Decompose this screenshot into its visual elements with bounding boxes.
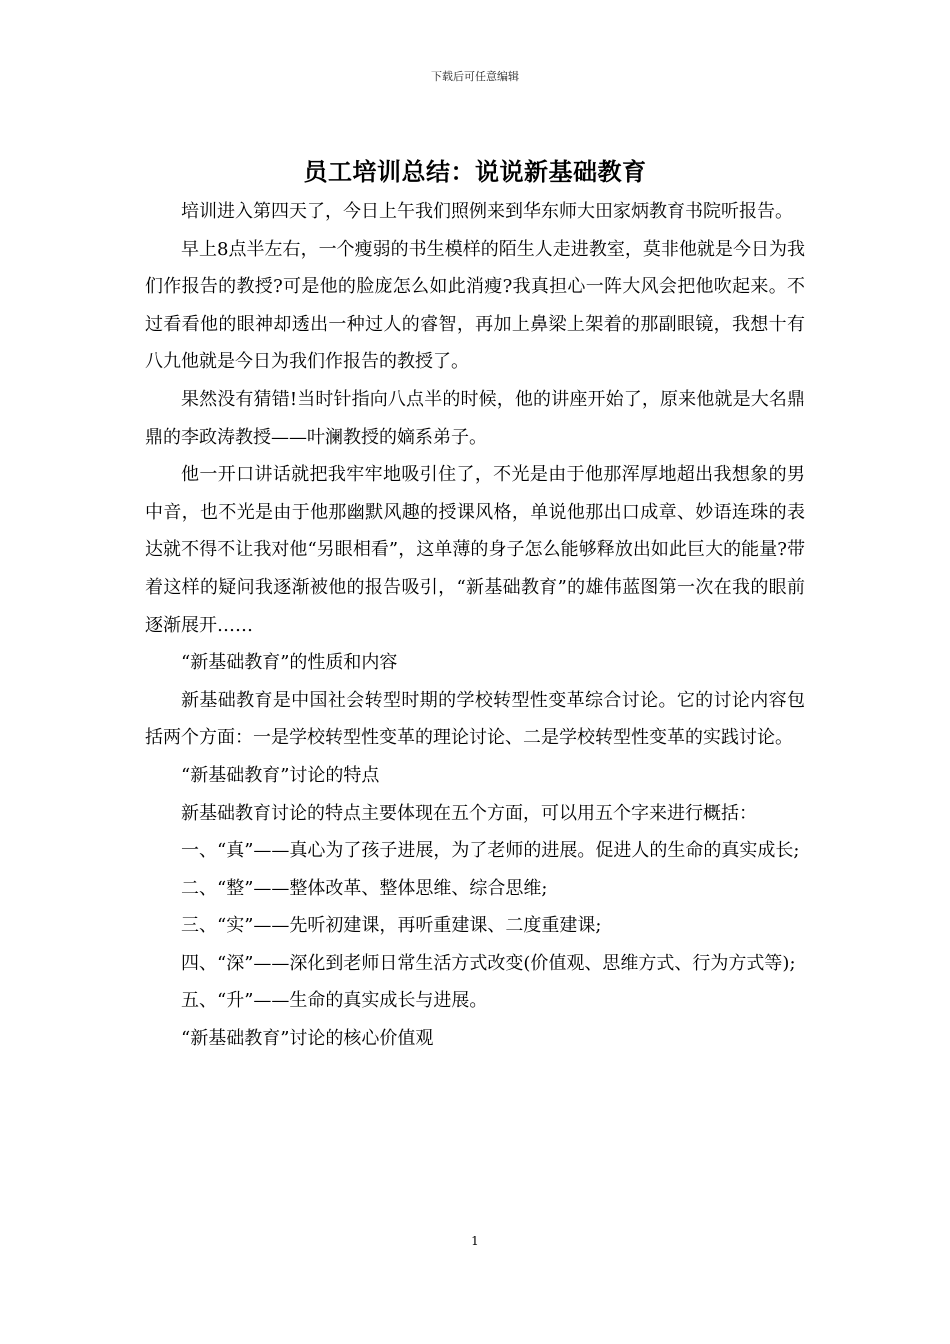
section-heading: “新基础教育”的性质和内容 <box>181 652 398 674</box>
paragraph: 新基础教育是中国社会转型时期的学校转型性变革综合讨论。它的讨论内容包括两个方面：一是学校转型性变革的理论讨论、二是学校转型性变革的实践讨论。 <box>145 689 805 749</box>
section-heading: “新基础教育”讨论的特点 <box>181 764 380 786</box>
list-item: 一、“真”——真心为了孩子进展，为了老师的进展。促进人的生命的真实成长; <box>181 840 800 862</box>
header-note: 下载后可任意编辑 <box>431 70 519 83</box>
section-heading: “新基础教育”讨论的核心价值观 <box>181 1028 434 1050</box>
list-item: 二、“整”——整体改革、整体思维、综合思维; <box>181 877 548 899</box>
list-item: 四、“深”——深化到老师日常生活方式改变(价值观、思维方式、行为方式等); <box>181 952 796 974</box>
list-item: 三、“实”——先听初建课，再听重建课、二度重建课; <box>181 915 602 937</box>
list-item: 五、“升”——生命的真实成长与进展。 <box>181 990 488 1012</box>
paragraph: 他一开口讲话就把我牢牢地吸引住了，不光是由于他那浑厚地超出我想象的男中音，也不光是由于他那幽默风趣的授课风格，单说他那出口成章、妙语连珠的表达就不得不让我对他“另眼相看”，这单薄的身子怎么能够释放出如此巨大的能量?带着这样的疑问我逐渐被他的报告吸引，“新基础教育”的雄伟蓝图第一次在我的眼前逐渐展开…… <box>145 464 805 636</box>
paragraph: 早上8点半左右，一个瘦弱的书生模样的陌生人走进教室，莫非他就是今日为我们作报告的教授?可是他的脸庞怎么如此消瘦?我真担心一阵大风会把他吹起来。不过看看他的眼神却透出一种过人的睿智，再加上鼻梁上架着的那副眼镜，我想十有八九他就是今日为我们作报告的教授了。 <box>145 238 805 373</box>
paragraph: 果然没有猜错!当时针指向八点半的时候，他的讲座开始了，原来他就是大名鼎鼎的李政涛教授——叶澜教授的嫡系弟子。 <box>145 388 805 448</box>
document-title: 员工培训总结：说说新基础教育 <box>303 158 647 186</box>
paragraph: 培训进入第四天了，今日上午我们照例来到华东师大田家炳教育书院听报告。 <box>181 201 793 222</box>
page-number: 1 <box>471 1234 479 1248</box>
document-body <box>145 193 805 1058</box>
paragraph: 新基础教育讨论的特点主要体现在五个方面，可以用五个字来进行概括： <box>181 802 757 824</box>
